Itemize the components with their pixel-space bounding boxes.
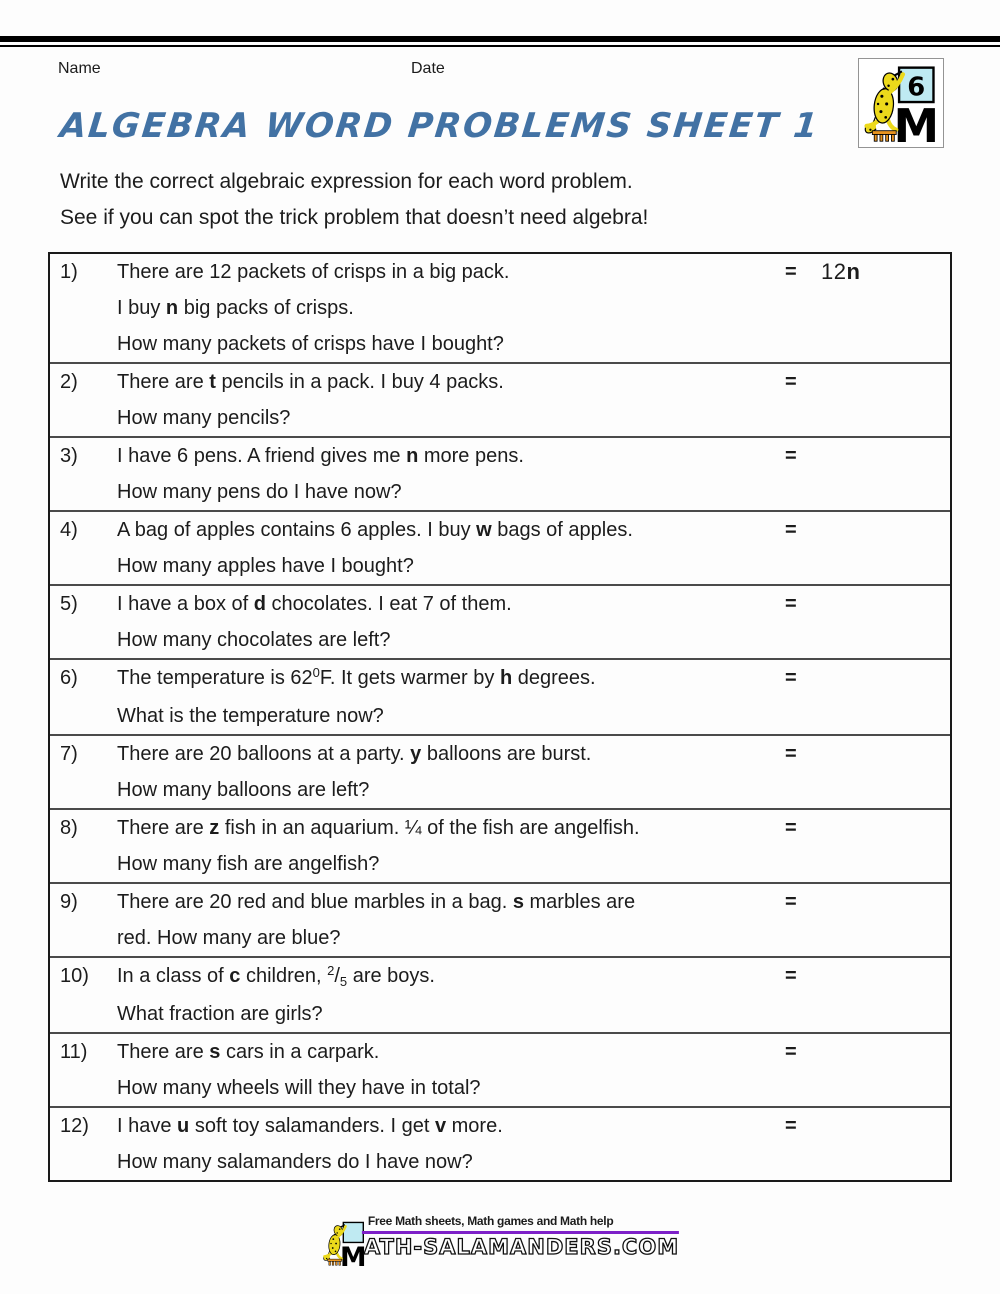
salamander-easel-icon-small [321, 1218, 368, 1268]
problem-text [117, 736, 785, 808]
equals-sign: = [785, 371, 797, 393]
text-segment: degrees. [512, 667, 596, 689]
text-segment: I have a box of [117, 593, 254, 615]
text-segment: 12 [821, 259, 847, 284]
problem-row [50, 882, 950, 956]
variable: s [209, 1041, 221, 1063]
problem-text [117, 958, 785, 1032]
text-segment: How many packets of crisps have I bought? [117, 333, 504, 355]
problem-number: 3) [60, 445, 78, 467]
problem-number: 8) [60, 817, 78, 839]
text-segment: How many chocolates are left? [117, 629, 391, 651]
text-segment: How many pencils? [117, 407, 291, 429]
equals-sign: = [785, 891, 797, 913]
text-segment: How many salamanders do I have now? [117, 1151, 473, 1173]
problem-line [117, 512, 785, 548]
problem-text [117, 586, 785, 658]
variable: s [512, 891, 524, 913]
problem-number: 7) [60, 743, 78, 765]
problem-line [117, 586, 785, 622]
answer-value [821, 254, 950, 289]
equals-sign: = [785, 261, 797, 283]
text-segment: There are [117, 1041, 210, 1063]
footer-logo [321, 1214, 679, 1268]
variable: n [165, 297, 179, 319]
problem-number: 9) [60, 891, 78, 913]
text-segment: There are 20 balloons at a party. [117, 743, 411, 765]
text-segment: red. How many are blue? [117, 927, 341, 949]
text-segment: How many balloons are left? [117, 779, 370, 801]
problem-line [117, 438, 785, 474]
name-label: Name [58, 60, 101, 77]
equals-sign: = [785, 1041, 797, 1063]
problem-line [117, 326, 785, 362]
problem-line [117, 622, 785, 658]
text-segment: balloons are burst. [421, 743, 592, 765]
text-segment: pencils in a pack. I buy 4 packs. [215, 371, 504, 393]
text-segment: I have [117, 1115, 178, 1137]
variable: w [476, 519, 492, 541]
problem-line [117, 474, 785, 510]
page-title: ALGEBRA WORD PROBLEMS SHEET 1 [58, 106, 822, 146]
top-rule-thick [0, 36, 1000, 42]
problem-line [117, 884, 785, 920]
text-segment: How many fish are angelfish? [117, 853, 380, 875]
problem-line [117, 996, 785, 1032]
problem-line [117, 846, 785, 882]
text-segment: There are 12 packets of crisps in a big pack. [117, 261, 510, 283]
problem-number: 10) [60, 965, 89, 987]
instruction-line-1: Write the correct algebraic expression for each word problem. [60, 170, 633, 193]
variable: v [434, 1115, 447, 1137]
footer-text-block [362, 1214, 679, 1259]
problem-row [50, 1106, 950, 1180]
variable: u [177, 1115, 190, 1137]
problem-text [117, 364, 785, 436]
equals-sign: = [785, 519, 797, 541]
problem-line [117, 254, 785, 290]
text-segment: There are [117, 371, 210, 393]
date-label: Date [411, 60, 445, 77]
problem-line [117, 810, 785, 846]
variable: n [846, 259, 861, 284]
problem-text [117, 254, 785, 362]
text-segment: In a class of [117, 965, 230, 987]
variable: t [209, 371, 216, 393]
problems-table [48, 252, 952, 1182]
problem-line [117, 660, 785, 698]
variable: d [253, 593, 266, 615]
problem-number: 2) [60, 371, 78, 393]
problem-row [50, 734, 950, 808]
text-segment: more. [446, 1115, 503, 1137]
number-sup: 0 [312, 665, 320, 680]
text-segment: big packs of crisps. [178, 297, 354, 319]
text-segment: A bag of apples contains 6 apples. I buy [117, 519, 477, 541]
text-segment: F. It gets warmer by [319, 667, 500, 689]
equals-sign: = [785, 593, 797, 615]
problem-line [117, 698, 785, 734]
text-segment: I have 6 pens. A friend gives me [117, 445, 407, 467]
footer-site-name: ATH-SALAMANDERS.COM [363, 1235, 680, 1259]
problem-row [50, 658, 950, 734]
problem-text [117, 660, 785, 734]
text-segment: are boys. [347, 965, 435, 987]
text-segment: / [334, 965, 340, 987]
problem-line [117, 958, 785, 996]
text-segment: The temperature is 62 [117, 667, 313, 689]
problem-row [50, 808, 950, 882]
site-logo [858, 58, 944, 148]
problem-line [117, 400, 785, 436]
problem-text [117, 438, 785, 510]
text-segment: How many wheels will they have in total? [117, 1077, 481, 1099]
problem-row [50, 254, 950, 362]
number-sub: 5 [339, 974, 348, 989]
problem-line [117, 1108, 785, 1144]
equals-sign: = [785, 667, 797, 689]
text-segment: soft toy salamanders. I get [189, 1115, 435, 1137]
variable: y [410, 743, 422, 765]
problem-number: 6) [60, 667, 78, 689]
text-segment: What is the temperature now? [117, 705, 384, 727]
problem-number: 5) [60, 593, 78, 615]
problem-row [50, 1032, 950, 1106]
variable: h [499, 667, 513, 689]
text-segment: How many apples have I bought? [117, 555, 414, 577]
text-segment: marbles are [523, 891, 636, 913]
variable: c [229, 965, 241, 987]
problem-text [117, 810, 785, 882]
text-segment: What fraction are girls? [117, 1003, 323, 1025]
problem-text [117, 512, 785, 584]
text-segment: bags of apples. [491, 519, 633, 541]
text-segment: There are 20 red and blue marbles in a bag. [117, 891, 513, 913]
text-segment: How many pens do I have now? [117, 481, 402, 503]
variable: z [209, 817, 220, 839]
equals-sign: = [785, 1115, 797, 1137]
problem-text [117, 1034, 785, 1106]
problem-line [117, 1144, 785, 1180]
problem-number: 12) [60, 1115, 89, 1137]
problem-row [50, 510, 950, 584]
equals-sign: = [785, 743, 797, 765]
equals-sign: = [785, 965, 797, 987]
text-segment: more pens. [418, 445, 524, 467]
text-segment: fish in an aquarium. ¼ of the fish are angelfish. [219, 817, 640, 839]
problem-number: 4) [60, 519, 78, 541]
problem-line [117, 772, 785, 808]
problem-line [117, 290, 785, 326]
problem-line [117, 1070, 785, 1106]
variable: n [406, 445, 419, 467]
problem-row [50, 436, 950, 510]
footer-tagline: Free Math sheets, Math games and Math help [362, 1214, 679, 1234]
problem-text [117, 1108, 785, 1180]
problem-line [117, 364, 785, 400]
text-segment: chocolates. I eat 7 of them. [265, 593, 512, 615]
problem-text [117, 884, 785, 956]
number-sup: 2 [327, 963, 335, 978]
instruction-line-2: See if you can spot the trick problem that doesn’t need algebra! [60, 206, 649, 229]
salamander-easel-icon [860, 60, 942, 146]
problem-line [117, 736, 785, 772]
problem-number: 1) [60, 261, 78, 283]
equals-sign: = [785, 817, 797, 839]
problem-row [50, 956, 950, 1032]
problem-line [117, 548, 785, 584]
text-segment: I buy [117, 297, 166, 319]
problem-line [117, 1034, 785, 1070]
problem-line [117, 920, 785, 956]
equals-sign: = [785, 445, 797, 467]
text-segment: There are [117, 817, 210, 839]
top-rule-thin [0, 45, 1000, 47]
problem-row [50, 362, 950, 436]
grade-number: 6 [907, 72, 926, 103]
problem-row [50, 584, 950, 658]
problem-number: 11) [60, 1041, 88, 1063]
text-segment: children, [240, 965, 328, 987]
text-segment: cars in a carpark. [220, 1041, 380, 1063]
